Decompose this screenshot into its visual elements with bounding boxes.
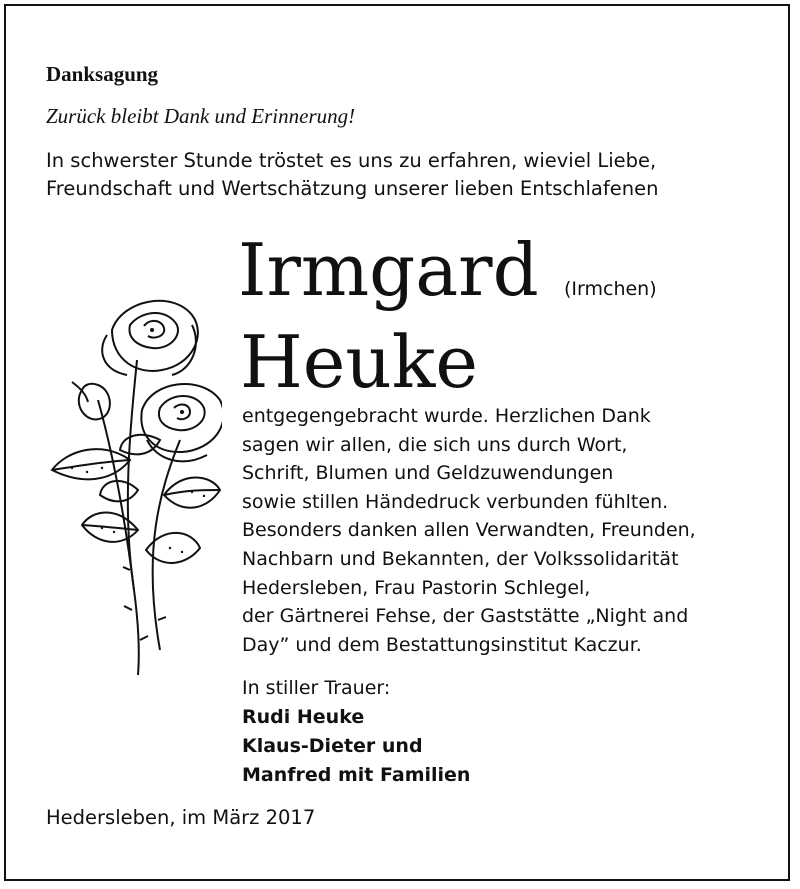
thanks-line: sagen wir allen, die sich uns durch Wort, <box>242 433 628 456</box>
heading: Danksagung <box>46 62 159 86</box>
thanks-line: Day” und dem Bestattungsinstitut Kaczur. <box>242 633 642 656</box>
thanks-line: entgegengebracht wurde. Herzlichen Dank <box>242 405 651 427</box>
mourners-block <box>242 674 470 790</box>
mourner-name: Manfred mit Familien <box>242 764 471 786</box>
thanks-line: Schrift, Blumen und Geldzuwendungen <box>242 462 614 485</box>
mourning-label: In stiller Trauer: <box>242 677 391 699</box>
thanks-line: sowie stillen Händedruck verbunden fühlten. <box>242 490 669 513</box>
place-date: Hedersleben, im März 2017 <box>46 806 316 829</box>
deceased-last-name: Heuke <box>240 320 479 404</box>
mourner-name: Rudi Heuke <box>242 706 365 728</box>
deceased-first-name: Irmgard <box>238 228 539 312</box>
rose-illustration-icon <box>42 290 222 680</box>
mourner-name: Klaus-Dieter und <box>242 735 423 757</box>
intro-line: Freundschaft und Wertschätzung unserer lieben Entschlafenen <box>46 177 659 200</box>
thanks-line: Nachbarn und Bekannten, der Volkssolidarität <box>242 547 679 570</box>
obituary-frame <box>4 4 790 881</box>
thanks-line: der Gärtnerei Fehse, der Gaststätte „Night and <box>242 605 689 628</box>
motto: Zurück bleibt Dank und Erinnerung! <box>46 104 356 128</box>
deceased-nickname: (Irmchen) <box>564 278 657 300</box>
intro-text <box>46 147 658 203</box>
thanks-line: Besonders danken allen Verwandten, Freunden, <box>242 519 696 542</box>
thanks-text <box>242 402 696 659</box>
thanks-line: Hedersleben, Frau Pastorin Schlegel, <box>242 576 591 599</box>
intro-line: In schwerster Stunde tröstet es uns zu erfahren, wieviel Liebe, <box>46 149 657 172</box>
